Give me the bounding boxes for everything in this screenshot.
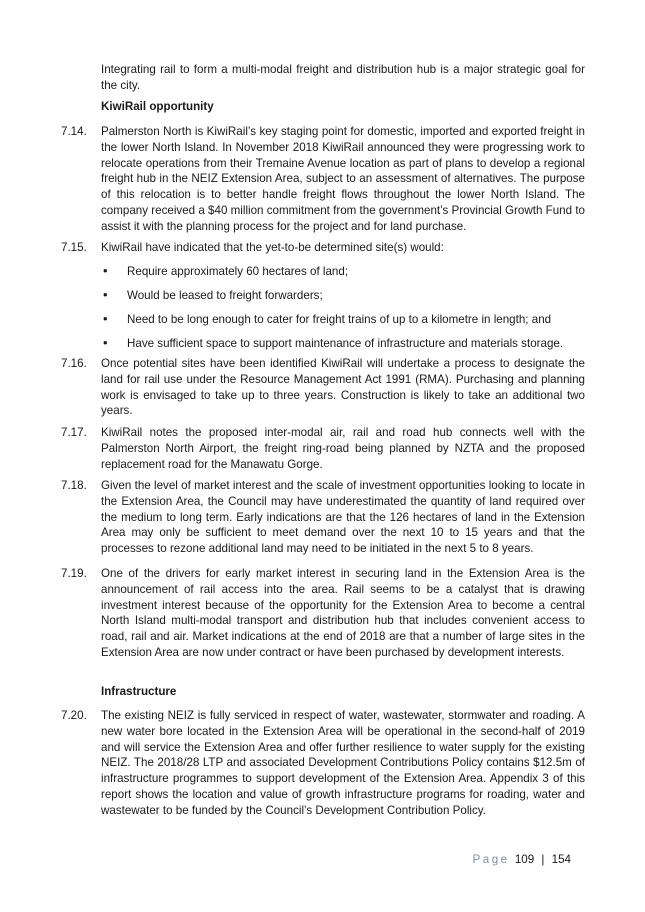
paragraph-number: 7.18. xyxy=(61,479,87,492)
paragraph-7-17: KiwiRail notes the proposed inter-modal air, rail and road hub connects well with the Palmerston North Airport, the freight ring-road being planned by NZTA and the proposed replacement road for the Manawatu Gorge. xyxy=(101,426,585,471)
paragraph-number: 7.15. xyxy=(61,241,87,254)
page-separator: | xyxy=(541,853,545,866)
bullet-icon: • xyxy=(103,335,108,350)
section-heading-infrastructure: Infrastructure xyxy=(101,685,177,698)
list-item: Require approximately 60 hectares of land; xyxy=(127,265,349,278)
page-footer xyxy=(440,852,571,868)
paragraph-number: 7.17. xyxy=(61,426,87,439)
page-label: Page xyxy=(472,853,510,866)
paragraph-number: 7.20. xyxy=(61,709,87,722)
paragraph-number: 7.14. xyxy=(61,125,87,138)
bullet-icon: • xyxy=(103,287,108,302)
bullet-icon: • xyxy=(103,263,108,278)
intro-paragraph: Integrating rail to form a multi-modal freight and distribution hub is a major strategic goal for the city. xyxy=(101,63,585,92)
paragraph-7-20: The existing NEIZ is fully serviced in respect of water, wastewater, stormwater and roading. A new water bore located in the Extension Area will be operational in the second-half of 2019 and will service the Extension Area and offer further resilience to water supply for the existing NEIZ. The 2018/28 LTP and associated Development Contributions Policy contains $12.5m of infrastructure programmes to support development of the Extension Area. Appendix 3 of this report shows the location and value of growth infrastructure programs for roading, water and wastewater to be funded by the Council’s Development Contribution Policy. xyxy=(101,709,585,817)
paragraph-number: 7.16. xyxy=(61,357,87,370)
paragraph-7-19: One of the drivers for early market interest in securing land in the Extension Area is the announcement of rail access into the area. Rail seems to be a catalyst that is drawing investment interest because of the opportunity for the Extension Area to become a central North Island multi-modal transport and distribution hub that includes convenient access to road, rail and air. Market indications at the end of 2018 are that a number of large sites in the Extension Area are now under contract or have been purchased by development interests. xyxy=(101,567,585,659)
paragraph-7-18: Given the level of market interest and the scale of investment opportunities looking to locate in the Extension Area, the Council may have underestimated the quantity of land required over the medium to long term. Early indications are that the 126 hectares of land in the Extension Area may only be sufficient to meet demand over the next 10 to 15 years and that the processes to rezone additional land may need to be initiated in the next 5 to 8 years. xyxy=(101,479,585,556)
paragraph-number: 7.19. xyxy=(61,567,87,580)
total-pages: 154 xyxy=(551,853,571,866)
paragraph-7-14: Palmerston North is KiwiRail’s key staging point for domestic, imported and exported freight in the lower North Island. In November 2018 KiwiRail announced they were progressing work to relocate operations from their Tremaine Avenue location as part of plans to develop a regional freight hub in the NEIZ Extension Area, subject to an assessment of alternatives. The purpose of this relocation is to better handle freight flows throughout the lower North Island. The company received a $40 million commitment from the government’s Provincial Growth Fund to assist it with the planning process for the project and for land purchase. xyxy=(101,125,585,233)
page-number: 109 xyxy=(514,853,535,866)
paragraph-7-16: Once potential sites have been identified KiwiRail will undertake a process to designate the land for rail use under the Resource Management Act 1991 (RMA). Purchasing and planning work is envisaged to take up to three years. Construction is likely to take an additional two years. xyxy=(101,357,585,418)
list-item: Would be leased to freight forwarders; xyxy=(127,289,323,302)
paragraph-7-15: KiwiRail have indicated that the yet-to-be determined site(s) would: xyxy=(101,241,444,254)
list-item: Have sufficient space to support maintenance of infrastructure and materials storage. xyxy=(127,337,564,350)
section-heading-kiwirail: KiwiRail opportunity xyxy=(101,100,214,113)
list-item: Need to be long enough to cater for freight trains of up to a kilometre in length; and xyxy=(127,313,552,326)
bullet-icon: • xyxy=(103,311,108,326)
